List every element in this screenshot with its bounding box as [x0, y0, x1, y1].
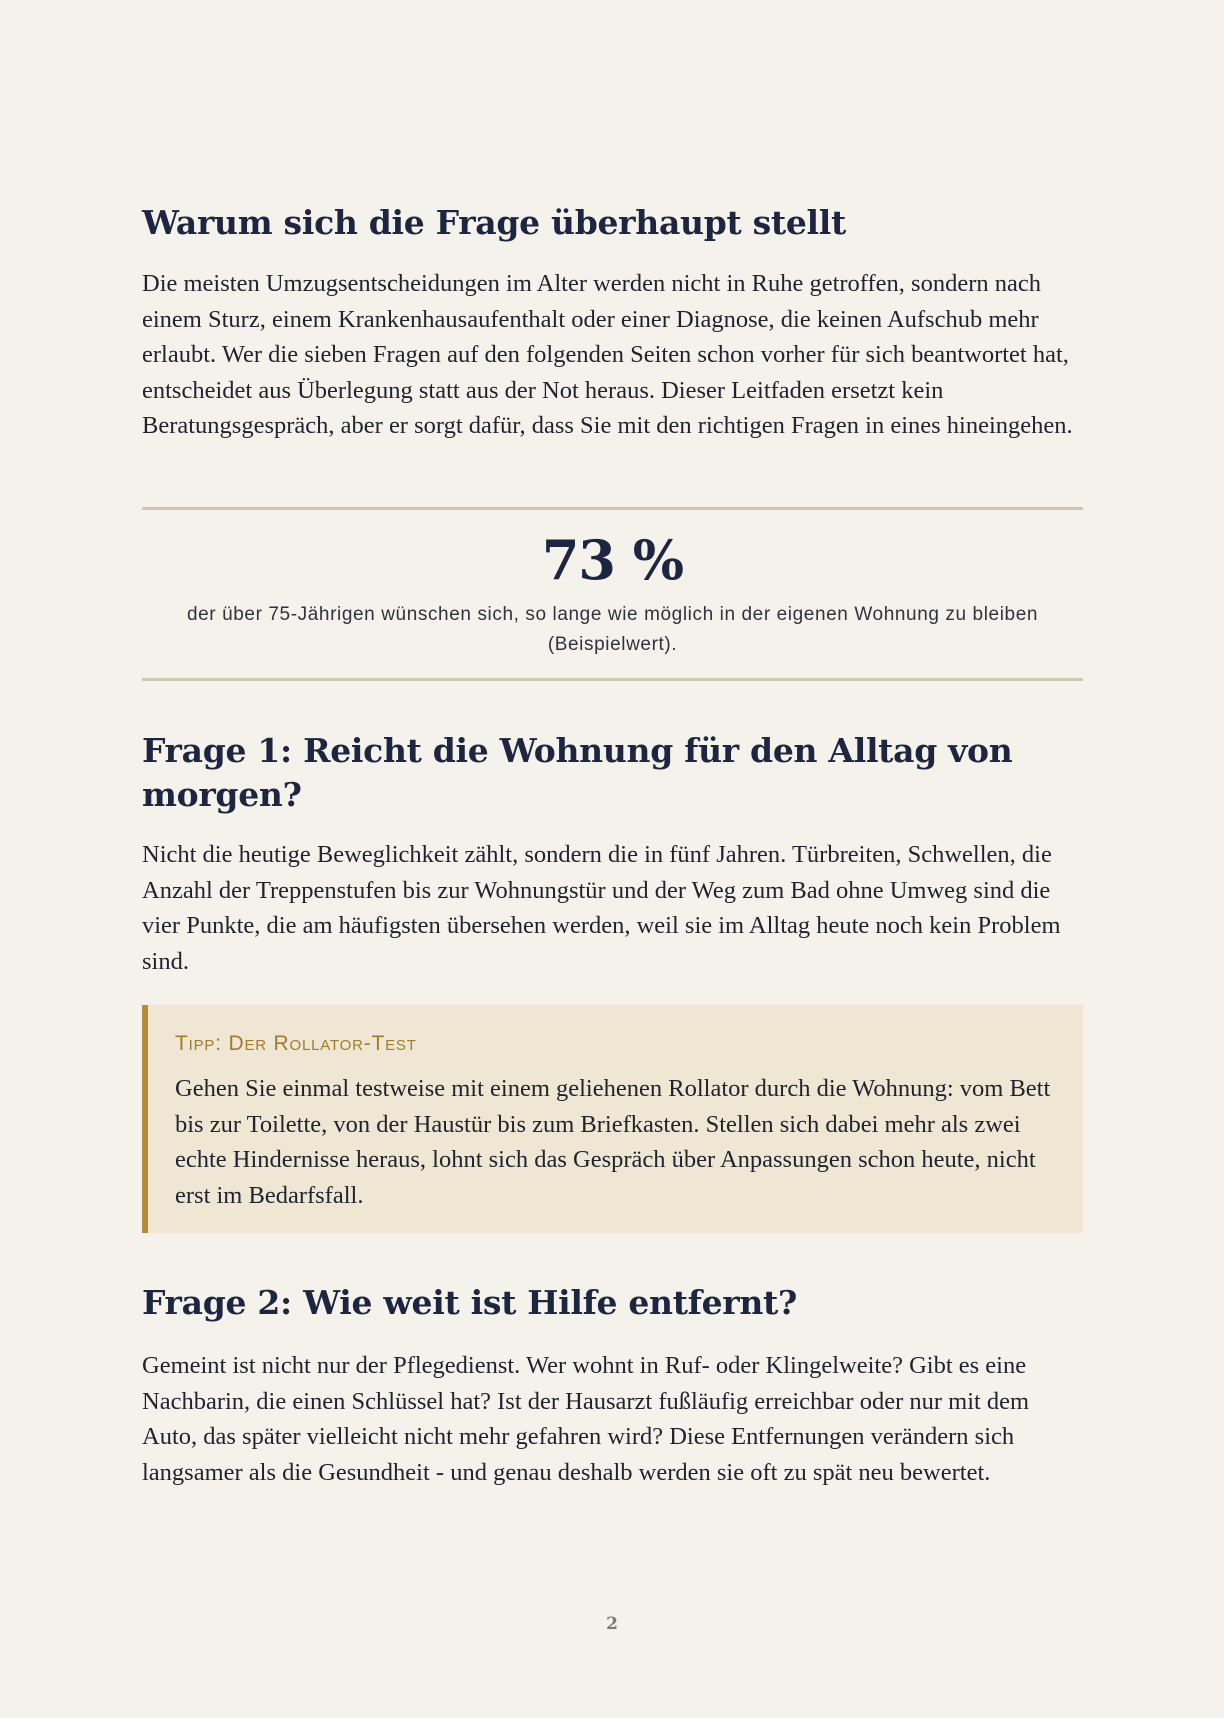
stat-caption: der über 75-Jährigen wünschen sich, so lange wie möglich in der eigenen Wohnung zu bleiben (Beispielwert). [186, 604, 1039, 655]
section-heading: Frage 2: Wie weit ist Hilfe entfernt? [142, 1283, 798, 1322]
tip-text: Gehen Sie einmal testweise mit einem geliehenen Rollator durch die Wohnung: vom Bett bis zur Toilette, von der Haustür bis zum Briefkasten. Stellen sich dabei mehr als zwei echte Hindernisse heraus, lohnt sich das Gespräch über Anpassungen schon heute, nicht erst im Bedarfsfall. [175, 1075, 1051, 1209]
tip-callout [142, 1005, 1083, 1233]
divider [142, 507, 1083, 510]
section-heading: Frage 1: Reicht die Wohnung für den Alltag von morgen? [142, 731, 1013, 814]
section-heading: Warum sich die Frage überhaupt stellt [142, 203, 846, 242]
section-paragraph: Gemeint ist nicht nur der Pflegedienst. Wer wohnt in Ruf- oder Klingelweite? Gibt es eine Nachbarin, die einen Schlüssel hat? Ist der Hausarzt fußläufig erreichbar oder nur mit dem Auto, das später vielleicht nicht mehr gefahren wird? Diese Entfernungen verändern sich langsamer als die Gesundheit - und genau deshalb werden sie oft zu spät neu bewertet. [142, 1352, 1030, 1486]
section-paragraph: Nicht die heutige Beweglichkeit zählt, sondern die in fünf Jahren. Türbreiten, Schwellen, die Anzahl der Treppenstufen bis zur Wohnungstür und der Weg zum Bad ohne Umweg sind die vier Punkte, die am häufigsten übersehen werden, weil sie im Alltag heute noch kein Problem sind. [142, 841, 1061, 975]
page-number: 2 [606, 1614, 618, 1634]
tip-label: Tipp: Der Rollator-Test [175, 1032, 417, 1055]
stat-value: 73 % [541, 528, 684, 592]
divider [142, 678, 1083, 681]
section-paragraph: Die meisten Umzugsentscheidungen im Alter werden nicht in Ruhe getroffen, sondern nach einem Sturz, einem Krankenhausaufenthalt oder einer Diagnose, die keinen Aufschub mehr erlaubt. Wer die sieben Fragen auf den folgenden Seiten schon vorher für sich beantwortet hat, entscheidet aus Überlegung statt aus der Not heraus. Dieser Leitfaden ersetzt kein Beratungsgespräch, aber er sorgt dafür, dass Sie mit den richtigen Fragen in eines hineingehen. [142, 270, 1073, 439]
